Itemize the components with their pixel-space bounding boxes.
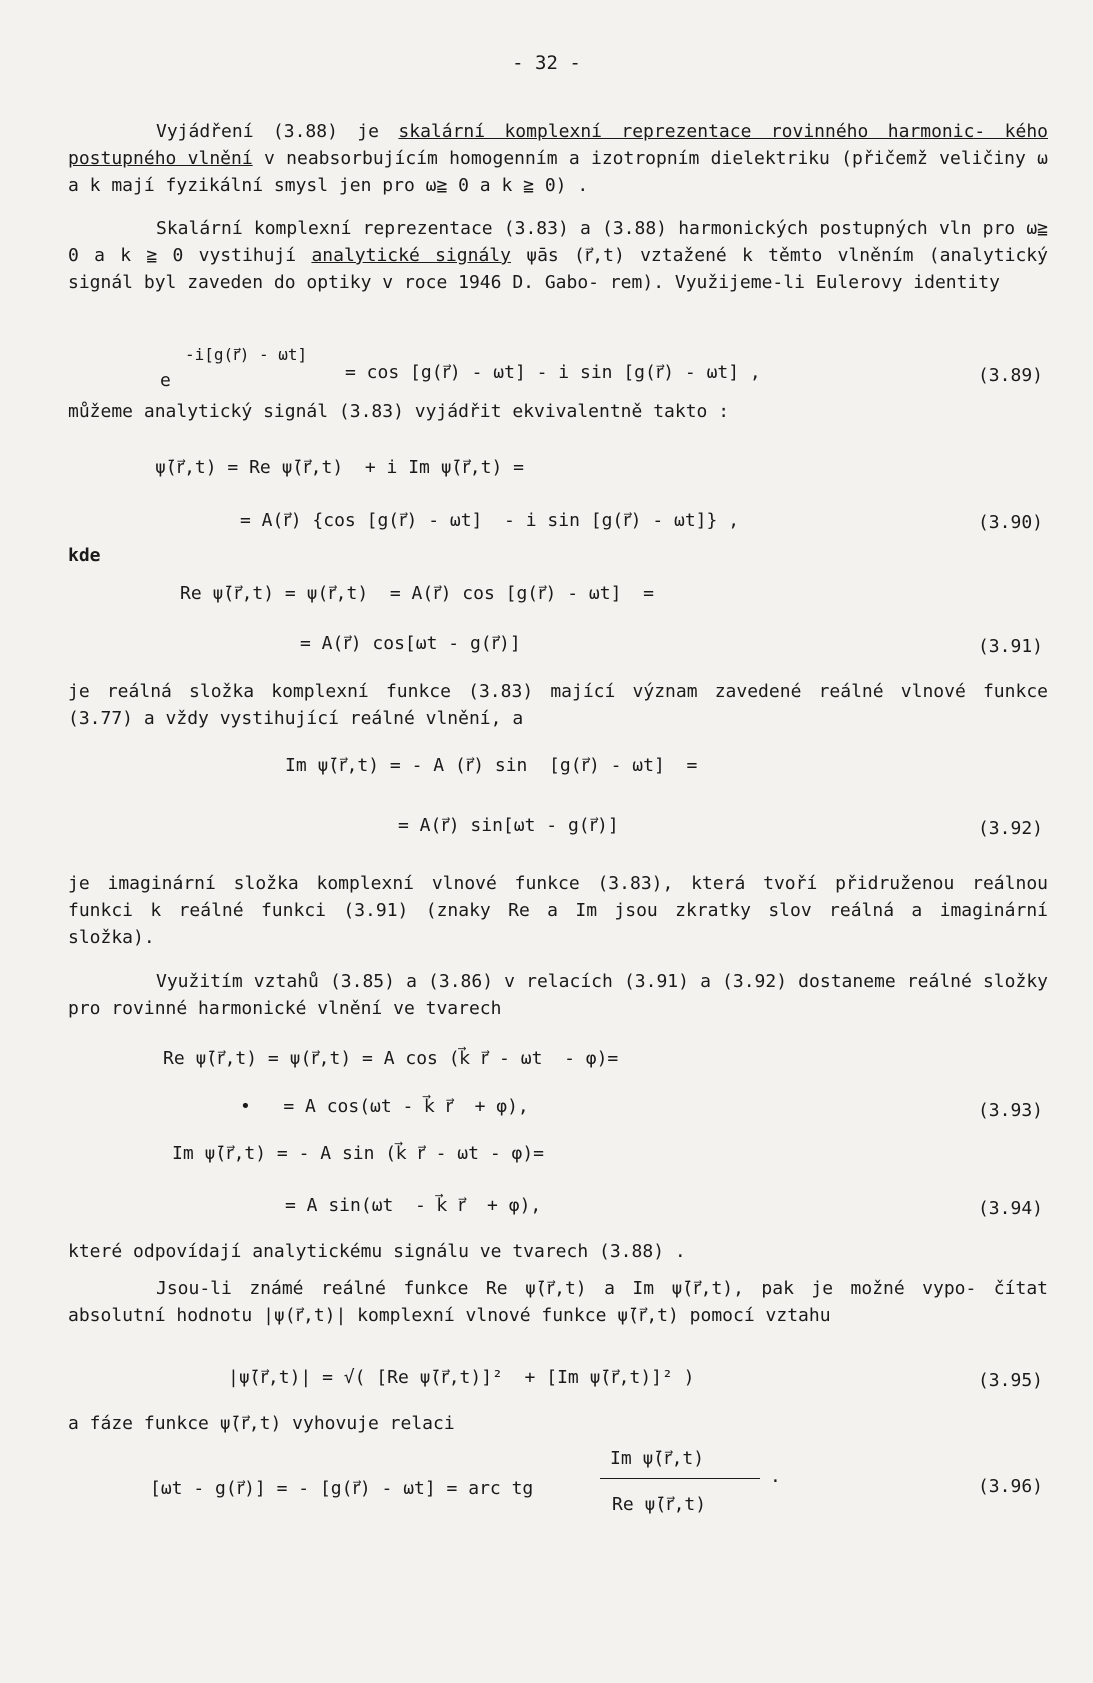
equation-number-3-96: (3.96) <box>977 1476 1043 1497</box>
paragraph-2-text-b: ψ̄as (r⃗,t) vztažené k těmto vlněním (analytický signál byl zaveden do optiky v roce 1946 D. Gabo- rem). Využijeme-li Eulerovy identity <box>68 245 1048 293</box>
paragraph-9: a fáze funkce ψ̄(r⃗,t) vyhovuje relaci <box>68 1413 455 1434</box>
equation-3-96-lhs: [ωt - g(r⃗)] = - [g(r⃗) - ωt] = arc tg <box>150 1478 534 1499</box>
equation-3-90-line-1: ψ̄(r⃗,t) = Re ψ̄(r⃗,t) + i Im ψ̄(r⃗,t) = <box>155 457 524 478</box>
equation-3-96-denominator: Re ψ̄(r⃗,t) <box>612 1494 707 1515</box>
equation-3-89-rhs: = cos [g(r⃗) - ωt] - i sin [g(r⃗) - ωt] , <box>345 362 761 383</box>
label-kde: kde <box>68 545 101 566</box>
equation-number-3-92: (3.92) <box>977 818 1043 839</box>
fraction-bar <box>600 1478 760 1479</box>
paragraph-4: je reálná složka komplexní funkce (3.83) mající význam zavedené reálné vlnové funkce (3.77) a vždy vystihující reálné vlnění, a <box>68 681 1048 729</box>
equation-number-3-95: (3.95) <box>977 1370 1043 1391</box>
equation-number-3-93: (3.93) <box>977 1100 1043 1121</box>
paragraph-6: Využitím vztahů (3.85) a (3.86) v relacích (3.91) a (3.92) dostaneme reálné složky pro rovinné harmonické vlnění ve tvarech <box>68 971 1048 1019</box>
equation-3-89-exponent: -i[g(r⃗) - ωt] <box>185 345 308 364</box>
equation-3-96-numerator: Im ψ̄(r⃗,t) <box>610 1448 705 1469</box>
equation-number-3-90: (3.90) <box>977 512 1043 533</box>
paragraph-1-text-a: Vyjádření (3.88) je <box>156 121 399 142</box>
paragraph-1-text-b: v neabsorbujícím homogenním a izotropním dielektriku (přičemž veličiny ω a k mají fyzikální smysl jen pro ω≧ 0 a k ≧ 0) . <box>68 148 1048 196</box>
equation-3-92-line-2: = A(r⃗) sin[ωt - g(r⃗)] <box>398 815 619 836</box>
equation-3-91-line-1: Re ψ̄(r⃗,t) = ψ(r⃗,t) = A(r⃗) cos [g(r⃗) - ωt] = <box>180 583 654 604</box>
paragraph-7: které odpovídají analytickému signálu ve tvarech (3.88) . <box>68 1241 686 1262</box>
equation-number-3-94: (3.94) <box>977 1198 1043 1219</box>
paragraph-8: Jsou-li známé reálné funkce Re ψ̄(r⃗,t) a Im ψ̄(r⃗,t), pak je možné vypo- čítat absolutní hodnotu |ψ(r⃗,t)| komplexní vlnové funkce ψ̄(r⃗,t) pomocí vztahu <box>68 1278 1048 1326</box>
paragraph-2-text-a: Skalární komplexní reprezentace (3.83) a (3.88) harmonických postupných vln pro ω≧ 0 a k ≧ 0 vystihují <box>68 218 1048 266</box>
equation-3-91-line-2: = A(r⃗) cos[ωt - g(r⃗)] <box>300 633 521 654</box>
equation-3-96-end: . <box>770 1466 781 1487</box>
page-number: - 32 - <box>512 52 581 74</box>
equation-3-93-line-2: • = A cos(ωt - k⃗ r⃗ + φ), <box>240 1096 529 1117</box>
equation-3-92-line-1: Im ψ̄(r⃗,t) = - A (r⃗) sin [g(r⃗) - ωt] = <box>285 755 698 776</box>
paragraph-1-underlined-term: skalární komplexní reprezentace rovinného harmonic- kého postupného vlnění <box>68 121 1048 169</box>
equation-number-3-89: (3.89) <box>977 365 1043 386</box>
equation-3-90-line-2: = A(r⃗) {cos [g(r⃗) - ωt] - i sin [g(r⃗) - ωt]} , <box>240 510 740 531</box>
equation-3-93-line-1: Re ψ̄(r⃗,t) = ψ(r⃗,t) = A cos (k⃗ r⃗ - ωt - φ)= <box>163 1048 619 1069</box>
paragraph-2 <box>68 215 1048 296</box>
paragraph-5: je imaginární složka komplexní vlnové funkce (3.83), která tvoří přidruženou reálnou funkci k reálné funkci (3.91) (znaky Re a Im jsou zkratky slov reálná a imaginární složka). <box>68 873 1048 948</box>
paragraph-2-underlined-term: analytické signály <box>311 245 511 266</box>
equation-3-94-line-2: = A sin(ωt - k⃗ r⃗ + φ), <box>285 1195 542 1216</box>
equation-3-95: |ψ̄(r⃗,t)| = √( [Re ψ̄(r⃗,t)]² + [Im ψ̄(r⃗,t)]² ) <box>228 1367 695 1388</box>
equation-3-94-line-1: Im ψ̄(r⃗,t) = - A sin (k⃗ r⃗ - ωt - φ)= <box>172 1143 545 1164</box>
equation-3-89-base: e <box>160 370 171 391</box>
paragraph-1 <box>68 118 1048 199</box>
equation-number-3-91: (3.91) <box>977 636 1043 657</box>
paragraph-3: můžeme analytický signál (3.83) vyjádřit ekvivalentně takto : <box>68 401 730 422</box>
